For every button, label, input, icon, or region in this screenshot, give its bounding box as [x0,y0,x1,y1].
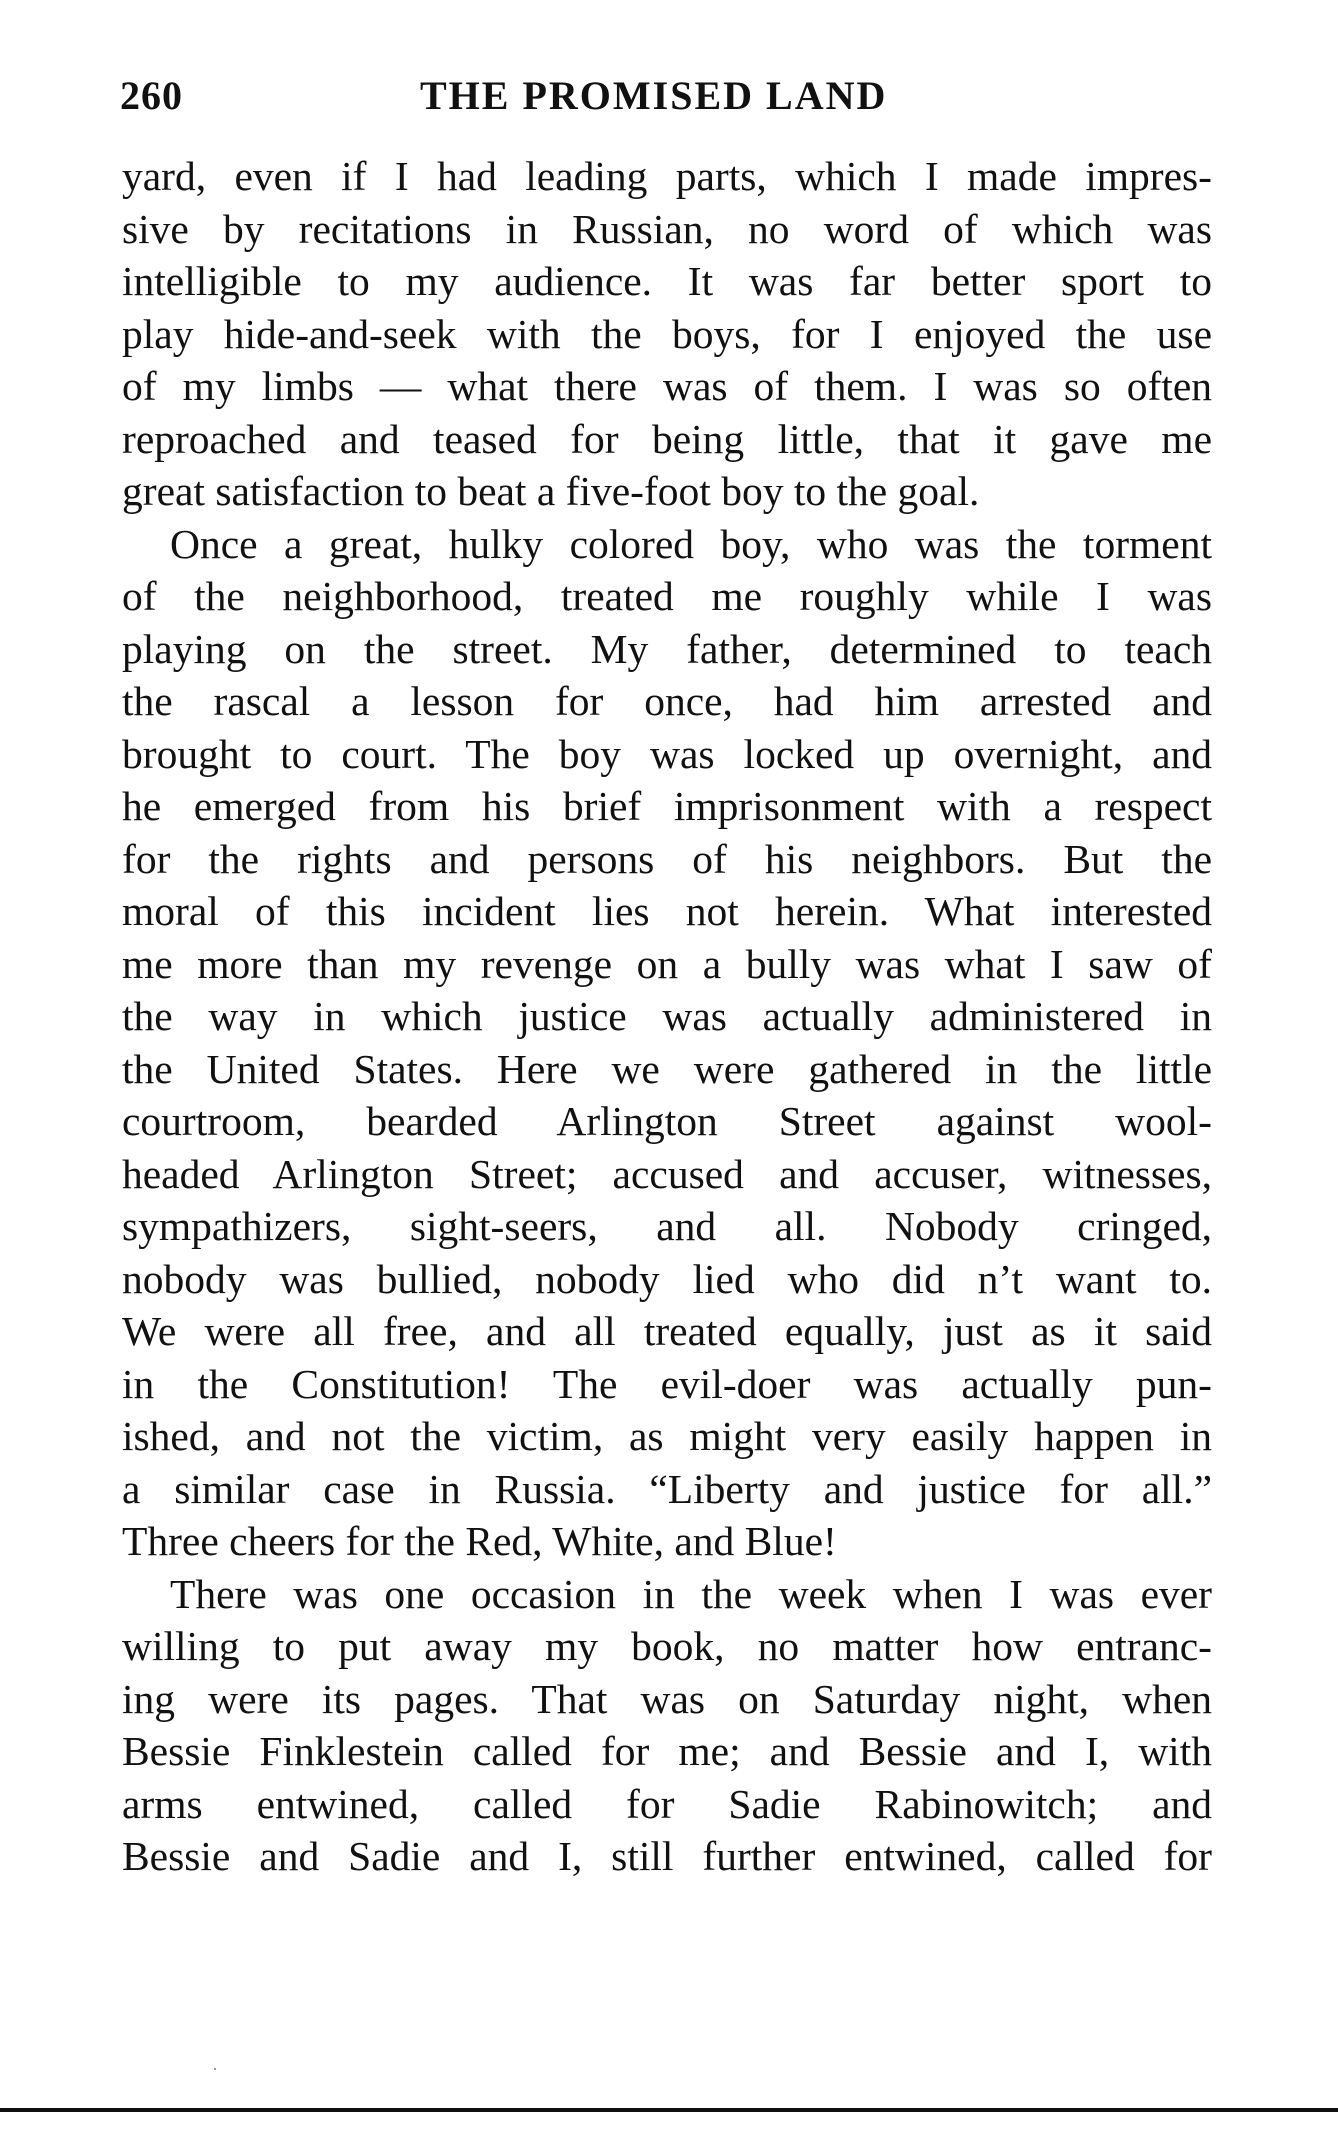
text-line: play hide-and-seek with the boys, for I enjoyed the use [122,310,1212,357]
text-line: nobody was bullied, nobody lied who did n’t want to. [122,1255,1212,1302]
text-line: the rascal a lesson for once, had him arrested and [122,678,1212,724]
scan-speck [214,2068,216,2070]
text-line: of the neighborhood, treated me roughly while I was [122,573,1212,619]
text-line: Once a great, hulky colored boy, who was the torment [170,520,1212,567]
paragraph-1 [122,150,1212,518]
text-line: courtroom, bearded Arlington Street against wool- [122,1098,1212,1144]
running-head [120,72,1220,132]
body-text [122,150,1212,1883]
running-title: THE PROMISED LAND [420,73,888,118]
text-line: great satisfaction to beat a five-foot boy to the goal. [122,468,980,514]
text-line: willing to put away my book, no matter how entranc- [122,1623,1212,1669]
bottom-rule [0,2108,1338,2112]
paragraph-3 [122,1568,1212,1883]
text-line: Bessie and Sadie and I, still further entwined, called for [122,1833,1212,1879]
text-line: me more than my revenge on a bully was what I saw of [122,940,1212,987]
text-line: headed Arlington Street; accused and accuser, witnesses, [122,1150,1212,1197]
text-line: the way in which justice was actually administered in [122,993,1212,1039]
text-line: sive by recitations in Russian, no word of which was [122,205,1212,252]
text-line: of my limbs — what there was of them. I was so often [122,363,1212,409]
page-number: 260 [120,73,183,118]
text-line: playing on the street. My father, determined to teach [122,625,1212,672]
text-line: brought to court. The boy was locked up overnight, and [122,730,1212,777]
paragraph-2 [122,518,1212,1568]
text-line: We were all free, and all treated equally, just as it said [122,1308,1212,1354]
text-line: ished, and not the victim, as might very easily happen in [122,1413,1212,1459]
text-line: arms entwined, called for Sadie Rabinowitch; and [122,1780,1212,1827]
text-line: he emerged from his brief imprisonment with a respect [122,783,1212,829]
text-line: for the rights and persons of his neighbors. But the [122,835,1212,882]
text-line: the United States. Here we were gathered in the little [122,1045,1212,1092]
text-line: There was one occasion in the week when I was ever [170,1570,1212,1617]
text-line: reproached and teased for being little, that it gave me [122,415,1212,462]
text-line: intelligible to my audience. It was far better sport to [122,258,1212,304]
text-line: Bessie Finklestein called for me; and Bessie and I, with [122,1728,1212,1774]
text-line: moral of this incident lies not herein. What interested [122,888,1212,934]
text-line: a similar case in Russia. “Liberty and justice for all.” [122,1465,1212,1512]
text-line: ing were its pages. That was on Saturday night, when [122,1675,1212,1722]
text-line: in the Constitution! The evil-doer was actually pun- [122,1360,1212,1407]
text-line: sympathizers, sight-seers, and all. Nobody cringed, [122,1203,1212,1249]
text-line: Three cheers for the Red, White, and Blue! [122,1518,837,1564]
text-line: yard, even if I had leading parts, which I made impres- [122,153,1212,199]
